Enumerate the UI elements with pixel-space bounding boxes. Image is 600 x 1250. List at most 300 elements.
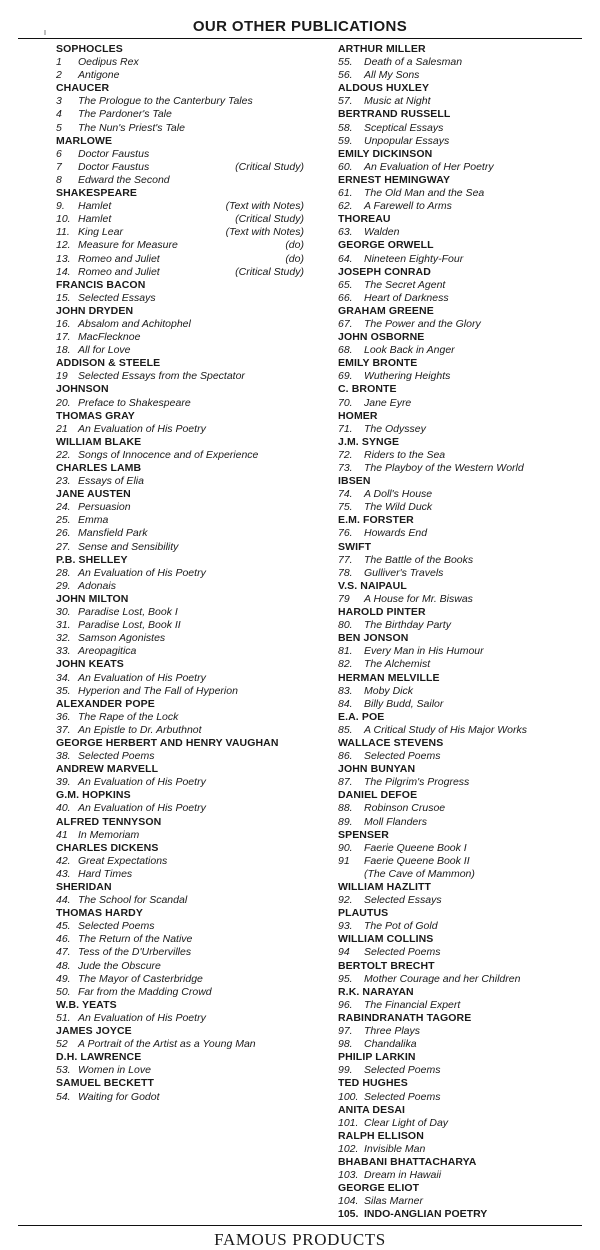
entry-title: A House for Mr. Biswas	[364, 592, 473, 605]
entry-number: 97.	[338, 1025, 353, 1038]
author-heading: TED HUGHES	[338, 1077, 408, 1090]
publication-entry	[56, 95, 304, 108]
publication-entry	[56, 69, 304, 82]
publication-entry	[338, 292, 600, 305]
entry-title: Gulliver's Travels	[364, 566, 444, 579]
publication-entry	[56, 475, 304, 488]
publication-entry	[56, 1064, 304, 1077]
entry-number: 7	[56, 160, 62, 173]
publication-entry	[338, 122, 600, 135]
entry-title: A Critical Study of His Major Works	[364, 723, 527, 736]
entry-title: Great Expectations	[78, 854, 168, 867]
publication-entry	[338, 920, 600, 933]
entry-title: Antigone	[78, 69, 120, 82]
author-heading: BHABANI BHATTACHARYA	[338, 1155, 477, 1168]
publication-entry	[338, 397, 600, 410]
publication-entry	[338, 226, 600, 239]
author-heading: JOHN DRYDEN	[56, 304, 134, 317]
publication-entry	[56, 292, 304, 305]
publication-entry	[56, 672, 304, 685]
entry-title: Moll Flanders	[364, 815, 428, 828]
entry-number: 23.	[56, 475, 71, 488]
entry-number: 93.	[338, 920, 353, 933]
entry-title: The Old Man and the Sea	[364, 187, 485, 200]
publication-entry	[56, 527, 304, 540]
entry-number: 36.	[56, 710, 71, 723]
entry-number: 31.	[56, 619, 71, 632]
entry-title: Dream in Hawaii	[364, 1169, 442, 1182]
author-heading: FRANCIS BACON	[56, 278, 146, 291]
entry-title: Selected Essays	[78, 291, 156, 304]
entry-title: Wuthering Heights	[364, 370, 451, 383]
author-heading: JOHN BUNYAN	[338, 763, 416, 776]
entry-number: 38.	[56, 750, 71, 763]
entry-number: 61.	[338, 187, 353, 200]
entry-number: 58.	[338, 121, 353, 134]
publication-entry	[56, 161, 304, 174]
author-heading: E.A. POE	[338, 710, 385, 723]
publication-entry	[338, 946, 600, 959]
entry-number: 2	[56, 69, 62, 82]
publication-entry	[56, 1038, 304, 1051]
entry-number: 65.	[338, 278, 353, 291]
author-heading: SHAKESPEARE	[56, 187, 138, 200]
entry-title: Chandalika	[364, 1038, 417, 1051]
publication-entry	[338, 1195, 600, 1208]
author-heading: JOHN MILTON	[56, 592, 129, 605]
entry-note: (do)	[285, 252, 304, 265]
publication-entry	[56, 606, 304, 619]
author-heading: C. BRONTE	[338, 383, 397, 396]
entry-title: Howards End	[364, 527, 428, 540]
entry-title: Emma	[78, 514, 109, 527]
entry-number: 96.	[338, 998, 353, 1011]
author-heading: EMILY BRONTE	[338, 357, 418, 370]
entry-title: The Return of the Native	[78, 933, 193, 946]
publication-entry	[338, 253, 600, 266]
entry-title: Jane Eyre	[364, 396, 412, 409]
entry-title: Every Man in His Humour	[364, 645, 484, 658]
author-heading: HAROLD PINTER	[338, 606, 426, 619]
publication-entry	[338, 802, 600, 815]
entry-number: 53.	[56, 1064, 71, 1077]
author-heading: J.M. SYNGE	[338, 435, 400, 448]
entry-number: 74.	[338, 488, 353, 501]
entry-number: 98.	[338, 1038, 353, 1051]
entry-title: Billy Budd, Sailor	[364, 697, 444, 710]
entry-title: Invisible Man	[364, 1142, 426, 1155]
publication-entry	[338, 973, 600, 986]
entry-title: Hamlet	[78, 213, 112, 226]
entry-number: 34.	[56, 671, 71, 684]
entry-number: 64.	[338, 252, 353, 265]
entry-number: 81.	[338, 645, 353, 658]
entry-number: 52	[56, 1038, 68, 1051]
title-divider	[18, 38, 582, 39]
entry-number: 90.	[338, 841, 353, 854]
entry-number: 59.	[338, 134, 353, 147]
entry-number: 54.	[56, 1090, 71, 1103]
publication-entry	[56, 370, 304, 383]
entry-number: 57.	[338, 95, 353, 108]
publications-columns	[14, 43, 586, 1221]
entry-title: Robinson Crusoe	[364, 802, 446, 815]
publication-entry	[56, 514, 304, 527]
entry-title: Edward the Second	[78, 173, 170, 186]
author-heading: ALEXANDER POPE	[56, 697, 155, 710]
entry-title: The Alchemist	[364, 658, 431, 671]
entry-title: Moby Dick	[364, 684, 414, 697]
publication-entry	[56, 750, 304, 763]
publication-entry	[56, 567, 304, 580]
entry-title: Doctor Faustus	[78, 160, 150, 173]
entry-title: Romeo and Juliet	[78, 265, 160, 278]
publication-entry	[338, 1025, 600, 1038]
entry-title: The Nun's Priest's Tale	[78, 121, 185, 134]
right-column	[314, 43, 600, 1221]
entry-number: 50.	[56, 985, 71, 998]
author-heading: RALPH ELLISON	[338, 1129, 424, 1142]
entry-title: An Evaluation of His Poetry	[78, 566, 206, 579]
footer-divider	[18, 1225, 582, 1226]
entry-number: 10.	[56, 213, 71, 226]
entry-title: Samson Agonistes	[78, 632, 166, 645]
publication-entry	[338, 645, 600, 658]
entry-title: The Power and the Glory	[364, 317, 481, 330]
entry-title: Selected Poems	[78, 750, 155, 763]
author-heading: GRAHAM GREENE	[338, 304, 434, 317]
entry-number: 46.	[56, 933, 71, 946]
entry-title: Death of a Salesman	[364, 56, 463, 69]
publication-entry	[56, 423, 304, 436]
entry-number: 25.	[56, 514, 71, 527]
entry-number: 87.	[338, 776, 353, 789]
author-heading: HERMAN MELVILLE	[338, 671, 440, 684]
entry-number: 11.	[56, 226, 70, 239]
entry-title: Preface to Shakespeare	[78, 396, 191, 409]
publication-entry	[56, 344, 304, 357]
entry-number: 76.	[338, 527, 353, 540]
entry-number: 3	[56, 95, 62, 108]
publication-entry	[338, 750, 600, 763]
publication-entry	[56, 776, 304, 789]
entry-number: 83.	[338, 684, 353, 697]
author-heading: ARTHUR MILLER	[338, 43, 426, 55]
entry-number: 77.	[338, 553, 353, 566]
author-heading: P.B. SHELLEY	[56, 553, 128, 566]
entry-number: 85.	[338, 723, 353, 736]
entry-title: Three Plays	[364, 1025, 421, 1038]
publication-entry	[338, 527, 600, 540]
entry-number: 41	[56, 828, 68, 841]
entry-title: Paradise Lost, Book II	[78, 619, 181, 632]
publication-entry	[56, 449, 304, 462]
author-heading: G.M. HOPKINS	[56, 789, 131, 802]
publication-entry	[338, 344, 600, 357]
publication-entry	[338, 842, 600, 855]
author-heading: THOMAS GRAY	[56, 409, 135, 422]
publication-entry	[56, 802, 304, 815]
entry-title: The Secret Agent	[364, 278, 446, 291]
publication-entry	[56, 1012, 304, 1025]
entry-title: Doctor Faustus	[78, 147, 150, 160]
entry-title: Selected Poems	[364, 946, 441, 959]
entry-number: 1	[56, 56, 62, 69]
author-heading: EMILY DICKINSON	[338, 147, 433, 160]
author-heading: DANIEL DEFOE	[338, 789, 418, 802]
author-heading: SOPHOCLES	[56, 43, 123, 55]
entry-number: 32.	[56, 632, 71, 645]
entry-number: 5	[56, 121, 62, 134]
author-heading: JAMES JOYCE	[56, 1025, 132, 1038]
entry-title: The Mayor of Casterbridge	[78, 972, 203, 985]
publication-entry	[56, 200, 304, 213]
entry-title: Women in Love	[78, 1064, 151, 1077]
publication-entry	[338, 423, 600, 436]
entry-number: 42.	[56, 854, 71, 867]
entry-title: Paradise Lost, Book I	[78, 606, 178, 619]
entry-title: Hamlet	[78, 200, 112, 213]
publication-entry	[56, 253, 304, 266]
author-heading: RABINDRANATH TAGORE	[338, 1011, 472, 1024]
publication-entry	[56, 501, 304, 514]
publication-entry	[338, 187, 600, 200]
entry-title: Measure for Measure	[78, 239, 178, 252]
entry-number: 44.	[56, 894, 71, 907]
entry-title: The Prologue to the Canterbury Tales	[78, 95, 253, 108]
entry-title: Walden	[364, 226, 400, 239]
entry-title: Nineteen Eighty-Four	[364, 252, 464, 265]
entry-title: Selected Essays from the Spectator	[78, 370, 245, 383]
entry-number: 17.	[56, 331, 71, 344]
publication-entry	[56, 711, 304, 724]
entry-number: 73.	[338, 462, 353, 474]
publication-entry	[56, 148, 304, 161]
publication-entry	[56, 213, 304, 226]
entry-number: 78.	[338, 566, 353, 579]
publication-entry	[338, 449, 600, 462]
entry-number: 99.	[338, 1064, 353, 1077]
author-heading: SAMUEL BECKETT	[56, 1077, 155, 1090]
entry-number: 15.	[56, 291, 71, 304]
entry-title: Selected Essays	[364, 894, 442, 907]
entry-number: 19	[56, 370, 68, 383]
publication-entry	[338, 724, 600, 737]
entry-number: 24.	[56, 501, 71, 514]
author-heading: JOHNSON	[56, 383, 109, 396]
entry-title: Romeo and Juliet	[78, 252, 160, 265]
entry-number: 102.	[338, 1142, 359, 1155]
entry-title: Jude the Obscure	[78, 959, 161, 972]
publication-entry	[56, 894, 304, 907]
entry-title: Absalom and Achitophel	[78, 317, 191, 330]
entry-note: (Text with Notes)	[225, 226, 304, 239]
author-heading: R.K. NARAYAN	[338, 985, 414, 998]
entry-note: (Text with Notes)	[225, 200, 304, 213]
entry-title: An Evaluation of His Poetry	[78, 802, 206, 815]
entry-number: 33.	[56, 645, 71, 658]
publication-entry	[338, 69, 600, 82]
author-heading: SPENSER	[338, 828, 389, 841]
publication-entry	[56, 946, 304, 959]
entry-title: Faerie Queene Book II	[364, 854, 470, 867]
author-heading: CHARLES LAMB	[56, 462, 142, 474]
publication-entry	[338, 501, 600, 514]
entry-title: Selected Poems	[78, 920, 155, 933]
left-column	[16, 43, 304, 1104]
publication-entry	[338, 593, 600, 606]
entry-title: Persuasion	[78, 501, 131, 514]
author-heading: W.B. YEATS	[56, 998, 117, 1011]
entry-title: Clear Light of Day	[364, 1116, 449, 1129]
publication-entry	[56, 541, 304, 554]
author-heading: CHAUCER	[56, 82, 110, 95]
entry-title: Essays of Elia	[78, 475, 144, 488]
publication-entry	[56, 1091, 304, 1104]
entry-number: 55.	[338, 56, 353, 69]
publication-entry	[338, 1091, 600, 1104]
publication-entry	[56, 318, 304, 331]
entry-title: Songs of Innocence and of Experience	[78, 448, 259, 461]
publication-entry	[338, 999, 600, 1012]
author-heading: ALFRED TENNYSON	[56, 815, 162, 828]
entry-title: Oedipus Rex	[78, 56, 139, 69]
entry-title: The Rape of the Lock	[78, 710, 179, 723]
entry-title: Selected Poems	[364, 750, 441, 763]
publication-entry	[338, 567, 600, 580]
entry-number: 101.	[338, 1116, 359, 1129]
entry-number: 9.	[56, 200, 65, 213]
publication-entry	[56, 397, 304, 410]
publication-entry	[338, 200, 600, 213]
author-heading: ANITA DESAI	[338, 1103, 406, 1116]
author-heading: WALLACE STEVENS	[338, 736, 444, 749]
entry-number: 51.	[56, 1011, 71, 1024]
entry-title: An Evaluation of Her Poetry	[364, 160, 494, 173]
entry-note: (Critical Study)	[235, 213, 304, 226]
publication-entry	[338, 868, 600, 881]
author-heading: GEORGE ORWELL	[338, 239, 434, 252]
entry-title: Adonais	[78, 579, 116, 592]
entry-title: An Evaluation of His Poetry	[78, 776, 206, 789]
publication-entry	[338, 554, 600, 567]
publication-entry	[56, 685, 304, 698]
paper-speck	[44, 30, 46, 35]
entry-number: 79	[338, 592, 350, 605]
entry-title: Mansfield Park	[78, 527, 148, 540]
publication-entry	[338, 658, 600, 671]
entry-title: The Pardoner's Tale	[78, 108, 172, 121]
publication-entry	[338, 619, 600, 632]
author-heading: CHARLES DICKENS	[56, 841, 159, 854]
entry-title: Mother Courage and her Children	[364, 972, 521, 985]
publication-entry	[338, 161, 600, 174]
publication-entry	[338, 855, 600, 868]
publication-entry	[338, 776, 600, 789]
author-heading: ADDISON & STEELE	[56, 357, 161, 370]
entry-number: 48.	[56, 959, 71, 972]
entry-number: 22.	[56, 448, 71, 461]
entry-number: 67.	[338, 317, 353, 330]
entry-title: Riders to the Sea	[364, 448, 446, 461]
author-heading: JOSEPH CONRAD	[338, 265, 431, 278]
author-heading: JANE AUSTEN	[56, 488, 131, 501]
author-heading: E.M. FORSTER	[338, 514, 414, 527]
publication-entry	[338, 462, 600, 475]
entry-number: 4	[56, 108, 62, 121]
publication-entry	[338, 1143, 600, 1156]
entry-title: INDO-ANGLIAN POETRY	[364, 1208, 488, 1221]
publication-entry	[56, 226, 304, 239]
entry-title: An Epistle to Dr. Arbuthnot	[78, 723, 202, 736]
publication-entry	[338, 816, 600, 829]
page-title: OUR OTHER PUBLICATIONS	[192, 18, 408, 35]
entry-number: 30.	[56, 606, 71, 619]
entry-title: Sceptical Essays	[364, 121, 444, 134]
author-heading: GEORGE ELIOT	[338, 1182, 420, 1195]
entry-title: Silas Marner	[364, 1195, 423, 1208]
publication-entry	[338, 279, 600, 292]
publication-entry	[338, 698, 600, 711]
entry-number: 8	[56, 173, 62, 186]
entry-title: An Evaluation of His Poetry	[78, 1011, 206, 1024]
entry-number: 62.	[338, 200, 353, 213]
publication-entry	[338, 1169, 600, 1182]
publication-entry	[338, 1064, 600, 1077]
entry-title: A Portrait of the Artist as a Young Man	[78, 1038, 256, 1051]
entry-number: 70.	[338, 396, 353, 409]
entry-number: 91	[338, 854, 350, 867]
entry-number: 63.	[338, 226, 353, 239]
entry-number: 80.	[338, 619, 353, 632]
author-heading: WILLIAM BLAKE	[56, 435, 142, 448]
publication-entry	[338, 95, 600, 108]
entry-title: Hard Times	[78, 867, 133, 880]
publication-entry	[56, 855, 304, 868]
entry-number: 100.	[338, 1090, 359, 1103]
publication-entry	[338, 1208, 600, 1221]
author-heading: WILLIAM COLLINS	[338, 933, 434, 946]
entry-number: 105.	[338, 1208, 359, 1221]
entry-title: Unpopular Essays	[364, 134, 450, 147]
entry-note: (Critical Study)	[235, 265, 304, 278]
publication-entry	[56, 933, 304, 946]
entry-number: 92.	[338, 894, 353, 907]
entry-number: 56.	[338, 69, 353, 82]
entry-title: Hyperion and The Fall of Hyperion	[78, 684, 238, 697]
entry-title: King Lear	[78, 226, 123, 239]
entry-number: 82.	[338, 658, 353, 671]
entry-number: 21	[56, 422, 68, 435]
entry-number: 94	[338, 946, 350, 959]
entry-number: 84.	[338, 697, 353, 710]
entry-title: All for Love	[78, 344, 131, 357]
publication-entry	[56, 645, 304, 658]
publication-entry	[56, 829, 304, 842]
entry-title: The Pot of Gold	[364, 920, 438, 933]
entry-title: The Pilgrim's Progress	[364, 776, 470, 789]
author-heading: ERNEST HEMINGWAY	[338, 173, 451, 186]
entry-title: A Doll's House	[364, 488, 433, 501]
entry-number: 16.	[56, 317, 71, 330]
entry-title: A Farewell to Arms	[364, 200, 452, 213]
publication-entry	[56, 56, 304, 69]
entry-title: The Playboy of the Western World	[364, 462, 524, 474]
entry-number: 68.	[338, 344, 353, 357]
entry-number: 40.	[56, 802, 71, 815]
entry-number: 66.	[338, 291, 353, 304]
entry-number: 88.	[338, 802, 353, 815]
